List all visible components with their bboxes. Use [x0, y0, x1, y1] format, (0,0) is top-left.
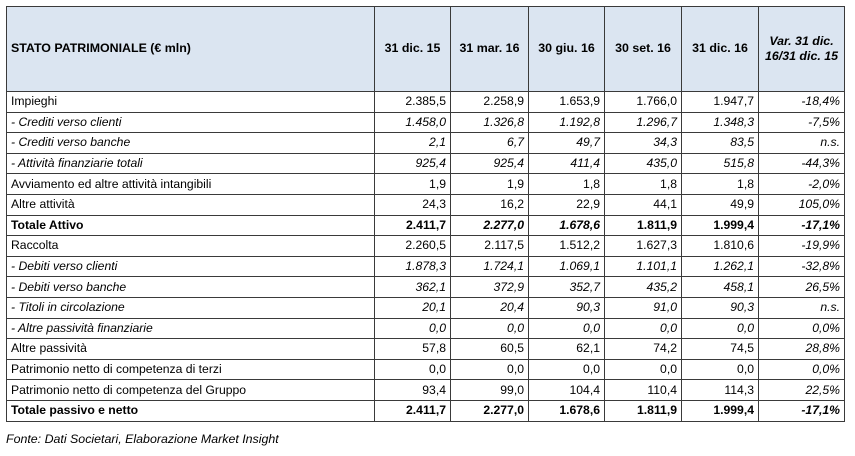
value-cell: 1.811,9 [605, 215, 682, 236]
header-period: 31 dic. 16 [682, 7, 759, 92]
variation-cell: -32,8% [759, 256, 845, 277]
row-label: - Crediti verso clienti [7, 112, 375, 133]
value-cell: 57,8 [375, 339, 451, 360]
value-cell: 0,0 [529, 318, 605, 339]
value-cell: 435,2 [605, 277, 682, 298]
value-cell: 925,4 [375, 153, 451, 174]
value-cell: 1.262,1 [682, 256, 759, 277]
table-row [7, 339, 845, 360]
value-cell: 1.627,3 [605, 236, 682, 257]
value-cell: 0,0 [375, 359, 451, 380]
value-cell: 49,9 [682, 194, 759, 215]
value-cell: 362,1 [375, 277, 451, 298]
table-row [7, 112, 845, 133]
value-cell: 2.260,5 [375, 236, 451, 257]
value-cell: 93,4 [375, 380, 451, 401]
variation-cell: 0,0% [759, 359, 845, 380]
table-row [7, 297, 845, 318]
value-cell: 22,9 [529, 194, 605, 215]
row-label: Raccolta [7, 236, 375, 257]
value-cell: 1.878,3 [375, 256, 451, 277]
value-cell: 1,8 [682, 174, 759, 195]
value-cell: 1.101,1 [605, 256, 682, 277]
value-cell: 2.411,7 [375, 215, 451, 236]
value-cell: 2,1 [375, 133, 451, 154]
row-label: Avviamento ed altre attività intangibili [7, 174, 375, 195]
value-cell: 372,9 [451, 277, 529, 298]
value-cell: 49,7 [529, 133, 605, 154]
value-cell: 1.512,2 [529, 236, 605, 257]
variation-cell: -17,1% [759, 215, 845, 236]
row-label: Patrimonio netto di competenza del Gruppo [7, 380, 375, 401]
table-row [7, 92, 845, 113]
variation-cell: 28,8% [759, 339, 845, 360]
variation-cell: -18,4% [759, 92, 845, 113]
table-body [7, 92, 845, 422]
header-period: 31 mar. 16 [451, 7, 529, 92]
value-cell: 24,3 [375, 194, 451, 215]
variation-cell: n.s. [759, 297, 845, 318]
row-label: Totale Attivo [7, 215, 375, 236]
table-row [7, 133, 845, 154]
value-cell: 1.348,3 [682, 112, 759, 133]
variation-cell: 0,0% [759, 318, 845, 339]
table-row [7, 318, 845, 339]
table-row [7, 215, 845, 236]
header-variation: Var. 31 dic. 16/31 dic. 15 [759, 7, 845, 92]
table-row [7, 380, 845, 401]
variation-cell: -17,1% [759, 400, 845, 421]
variation-cell: 105,0% [759, 194, 845, 215]
row-label: - Titoli in circolazione [7, 297, 375, 318]
row-label: Altre passività [7, 339, 375, 360]
balance-sheet-table [6, 6, 845, 422]
value-cell: 6,7 [451, 133, 529, 154]
source-note: Fonte: Dati Societari, Elaborazione Market Insight [6, 432, 279, 446]
value-cell: 0,0 [605, 359, 682, 380]
value-cell: 1.678,6 [529, 400, 605, 421]
value-cell: 104,4 [529, 380, 605, 401]
value-cell: 515,8 [682, 153, 759, 174]
row-label: Impieghi [7, 92, 375, 113]
row-label: - Debiti verso banche [7, 277, 375, 298]
value-cell: 0,0 [529, 359, 605, 380]
value-cell: 60,5 [451, 339, 529, 360]
row-label: - Altre passività finanziarie [7, 318, 375, 339]
value-cell: 411,4 [529, 153, 605, 174]
value-cell: 2.277,0 [451, 215, 529, 236]
value-cell: 90,3 [682, 297, 759, 318]
value-cell: 20,1 [375, 297, 451, 318]
value-cell: 1.678,6 [529, 215, 605, 236]
value-cell: 1.947,7 [682, 92, 759, 113]
row-label: Altre attività [7, 194, 375, 215]
variation-cell: -7,5% [759, 112, 845, 133]
value-cell: 0,0 [682, 359, 759, 380]
value-cell: 925,4 [451, 153, 529, 174]
value-cell: 1.458,0 [375, 112, 451, 133]
value-cell: 114,3 [682, 380, 759, 401]
value-cell: 2.258,9 [451, 92, 529, 113]
row-label: - Crediti verso banche [7, 133, 375, 154]
row-label: Totale passivo e netto [7, 400, 375, 421]
value-cell: 1.326,8 [451, 112, 529, 133]
value-cell: 16,2 [451, 194, 529, 215]
value-cell: 1,8 [529, 174, 605, 195]
value-cell: 1.810,6 [682, 236, 759, 257]
value-cell: 110,4 [605, 380, 682, 401]
value-cell: 99,0 [451, 380, 529, 401]
value-cell: 1.811,9 [605, 400, 682, 421]
value-cell: 0,0 [451, 359, 529, 380]
table-row [7, 174, 845, 195]
variation-cell: 22,5% [759, 380, 845, 401]
value-cell: 2.277,0 [451, 400, 529, 421]
table-row [7, 277, 845, 298]
value-cell: 2.385,5 [375, 92, 451, 113]
value-cell: 1.999,4 [682, 215, 759, 236]
value-cell: 20,4 [451, 297, 529, 318]
value-cell: 74,2 [605, 339, 682, 360]
variation-cell: n.s. [759, 133, 845, 154]
value-cell: 435,0 [605, 153, 682, 174]
value-cell: 1.069,1 [529, 256, 605, 277]
row-label: - Attività finanziarie totali [7, 153, 375, 174]
variation-cell: -19,9% [759, 236, 845, 257]
value-cell: 1.766,0 [605, 92, 682, 113]
value-cell: 83,5 [682, 133, 759, 154]
value-cell: 352,7 [529, 277, 605, 298]
value-cell: 34,3 [605, 133, 682, 154]
value-cell: 1.999,4 [682, 400, 759, 421]
header-period: 30 set. 16 [605, 7, 682, 92]
value-cell: 1,9 [375, 174, 451, 195]
value-cell: 1.724,1 [451, 256, 529, 277]
table-row [7, 236, 845, 257]
table-row [7, 256, 845, 277]
variation-cell: -44,3% [759, 153, 845, 174]
header-row [7, 7, 845, 92]
value-cell: 1.192,8 [529, 112, 605, 133]
value-cell: 62,1 [529, 339, 605, 360]
value-cell: 2.117,5 [451, 236, 529, 257]
variation-cell: -2,0% [759, 174, 845, 195]
table-row [7, 400, 845, 421]
table-row [7, 194, 845, 215]
value-cell: 0,0 [375, 318, 451, 339]
value-cell: 0,0 [605, 318, 682, 339]
row-label: Patrimonio netto di competenza di terzi [7, 359, 375, 380]
value-cell: 0,0 [451, 318, 529, 339]
value-cell: 91,0 [605, 297, 682, 318]
value-cell: 1,8 [605, 174, 682, 195]
table-row [7, 359, 845, 380]
header-period: 30 giu. 16 [529, 7, 605, 92]
value-cell: 44,1 [605, 194, 682, 215]
value-cell: 2.411,7 [375, 400, 451, 421]
header-period: 31 dic. 15 [375, 7, 451, 92]
header-label: STATO PATRIMONIALE (€ mln) [7, 7, 375, 92]
value-cell: 1.296,7 [605, 112, 682, 133]
value-cell: 458,1 [682, 277, 759, 298]
value-cell: 0,0 [682, 318, 759, 339]
value-cell: 74,5 [682, 339, 759, 360]
variation-cell: 26,5% [759, 277, 845, 298]
value-cell: 90,3 [529, 297, 605, 318]
value-cell: 1,9 [451, 174, 529, 195]
value-cell: 1.653,9 [529, 92, 605, 113]
row-label: - Debiti verso clienti [7, 256, 375, 277]
table-row [7, 153, 845, 174]
